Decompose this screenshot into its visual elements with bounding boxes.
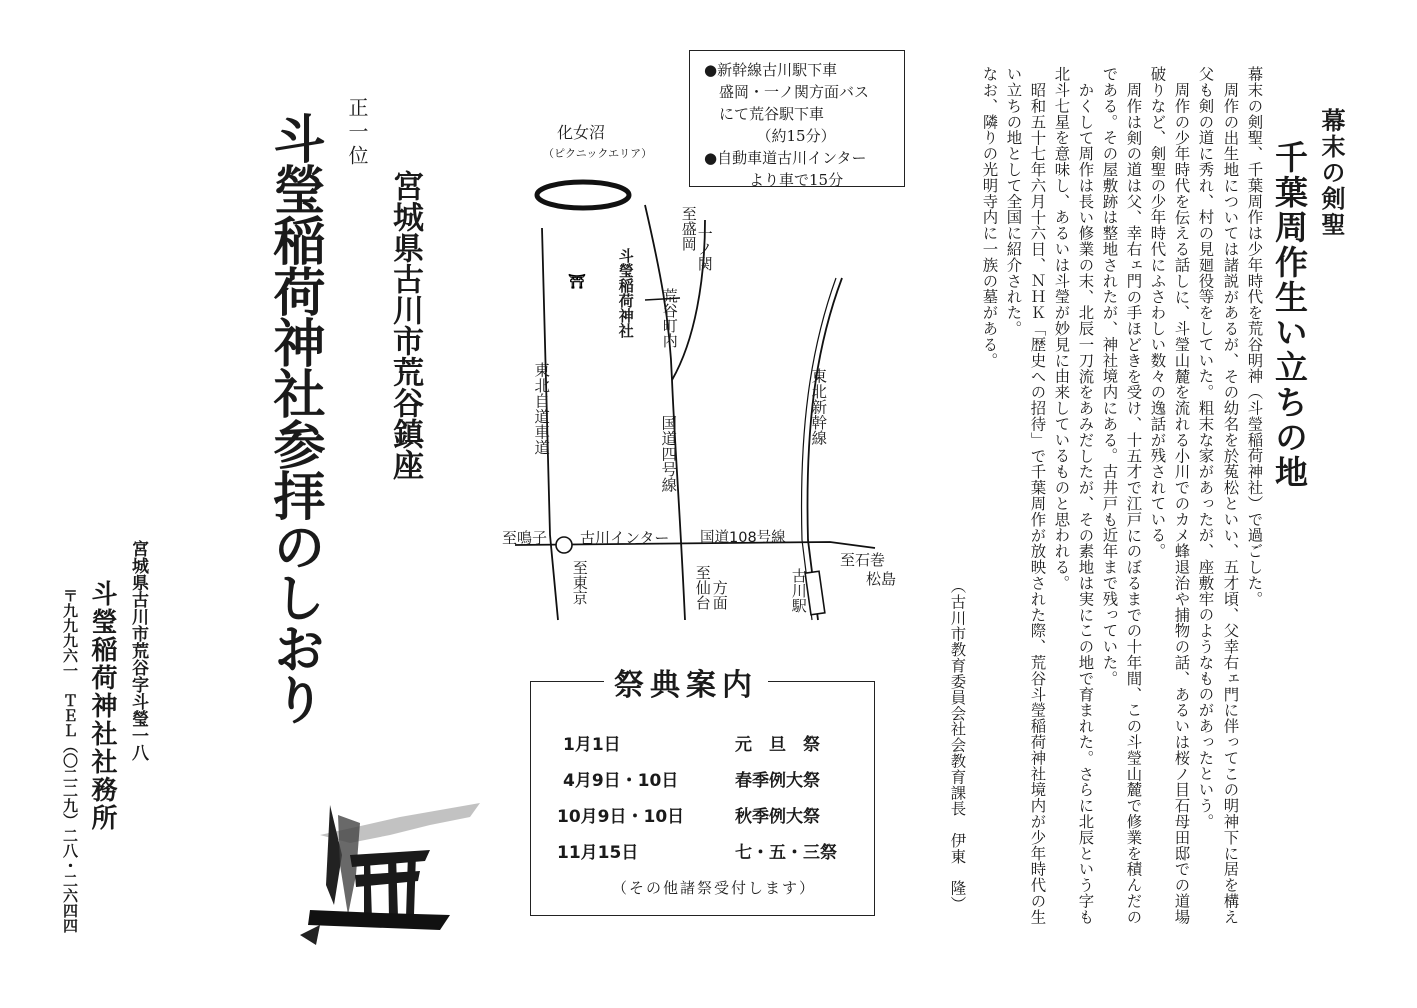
festival-date: 10月9日・10日 [557, 807, 685, 827]
festival-date: 1月1日 [563, 735, 621, 755]
article-paragraph: い立ちの地として全国に紹介された。 [1004, 66, 1023, 337]
station-label: 古川駅 [789, 568, 808, 613]
rank-label: 正一位 [345, 97, 369, 169]
to-naruko-label: 至鳴子 [502, 529, 548, 547]
page-title: 斗瑩稲荷神社参拝のしおり [264, 112, 325, 724]
festival-date: 11月15日 [557, 843, 639, 863]
article-credit: （古川市教育委員会社会教育課長 伊東 隆） [948, 578, 967, 912]
article-paragraph: である。その屋敷跡は整地されたが、神社境内にある。古井戸も近年まで残っていた。 [1100, 66, 1119, 687]
access-line: より車で15分 [704, 171, 844, 189]
shinkansen-label: 東北新幹線 [809, 368, 828, 446]
route108-label: 国道108号線 [700, 530, 786, 546]
festival-date: 4月9日・10日 [563, 771, 679, 791]
interchange-label: 古川インター [580, 529, 670, 547]
article-paragraph: かくして周作は長い修業の末、北辰一刀流をあみだしたが、その素地は実にこの地で育まれた。さらに北辰という字も [1076, 82, 1095, 925]
access-line: にて荒谷駅下車 [704, 105, 825, 123]
to-morioka-label: 至盛岡 [679, 206, 698, 251]
matsushima-label: 松島 [866, 570, 897, 588]
festival-name: 秋季例大祭 [735, 807, 820, 827]
route4-label: 国道四号線 [659, 415, 678, 493]
article-title: 千葉周作生い立ちの地 [1270, 140, 1309, 490]
route4-line [645, 205, 685, 620]
torii-icon: ⛩ [568, 274, 586, 290]
station-marker [805, 571, 825, 615]
shinkansen-line [807, 278, 842, 620]
article-paragraph: 幕末の剣聖、千葉周作は少年時代を荒谷明神（斗瑩稲荷神社）で過ごした。 [1245, 66, 1264, 607]
article-paragraph: 昭和五十七年六月十六日、ＮＨＫ「歴史への招待」で千葉周作が放映された際、荒谷斗瑩稲荷神社境内が少年時代の生 [1028, 82, 1047, 925]
direction-label: 方面 [710, 580, 729, 610]
article-paragraph: 破りなど、剣聖の少年時代にふさわしい数々の逸話が残されている。 [1148, 66, 1167, 559]
festival-title: 祭典案内 [604, 660, 768, 704]
pond-sub-label: （ピクニックエリア） [543, 147, 653, 160]
festival-name: 春季例大祭 [735, 771, 820, 791]
festival-name: 七・五・三祭 [735, 843, 837, 863]
location-label: 宮城県古川市荒谷鎮座 [387, 170, 423, 480]
office-name: 斗瑩稲荷神社社務所 [87, 580, 117, 832]
article-paragraph: なお、隣りの光明寺内に一族の墓がある。 [980, 66, 999, 369]
office-address: 宮城県古川市荒谷字斗瑩一八 [128, 540, 148, 761]
article-paragraph: 北斗七星を意味し、あるいは斗瑩が妙見に由来しているものと思われる。 [1052, 66, 1071, 591]
article-paragraph: 父も剣の道に秀れ、村の見廻役等をしていた。粗末な家があったが、座敷牢のようなものがあったという。 [1196, 66, 1215, 830]
article-paragraph: 周作は剣の道は父、幸右ェ門の手ほどきを受け、十五才で江戸にのぼるまでの十年間、この斗瑩山麓で修業を積んだの [1124, 82, 1143, 925]
office-postal-tel: 〒九九九六一 ＴＥＬ（〇二二九）二八・二六四四 [61, 588, 79, 933]
access-line: （約15分） [704, 127, 836, 145]
access-line: 盛岡・一ノ関方面バス [704, 83, 870, 101]
town-label: 荒谷町内 [660, 288, 679, 348]
to-sendai-label: 至仙台 [693, 565, 712, 610]
brush-crest-logo [290, 795, 490, 970]
expressway-label: 東北自道車道 [532, 362, 551, 455]
interchange-marker [556, 537, 572, 553]
pond-label: 化女沼 [557, 123, 606, 142]
festival-note: （その他諸祭受付します） [612, 879, 817, 897]
pond-shape [537, 182, 629, 208]
to-tokyo-label: 至東京 [570, 560, 589, 605]
article-paragraph: 周作の出生地については諸説があるが、その幼名を於菟松といい、五才頃、父幸右ェ門に伴ってこの明神下に居を構え [1221, 82, 1240, 925]
article-kicker: 幕末の剣聖 [1317, 108, 1346, 238]
access-line: ●自動車道古川インター [704, 149, 867, 167]
access-line: ●新幹線古川駅下車 [704, 61, 838, 79]
article-paragraph: 周作の少年時代を伝える話しに、斗瑩山麓を流れる小川でのカメ蜂退治や捕物の話、あるいは桜ノ目石母田邸での道場 [1172, 82, 1191, 925]
to-ichinoseki-label: 一ノ関 [695, 226, 714, 271]
to-ishinomaki-label: 至石巻 [840, 551, 886, 569]
shrine-label: 斗瑩稲荷神社 [616, 248, 635, 338]
festival-name: 元 旦 祭 [735, 735, 820, 755]
